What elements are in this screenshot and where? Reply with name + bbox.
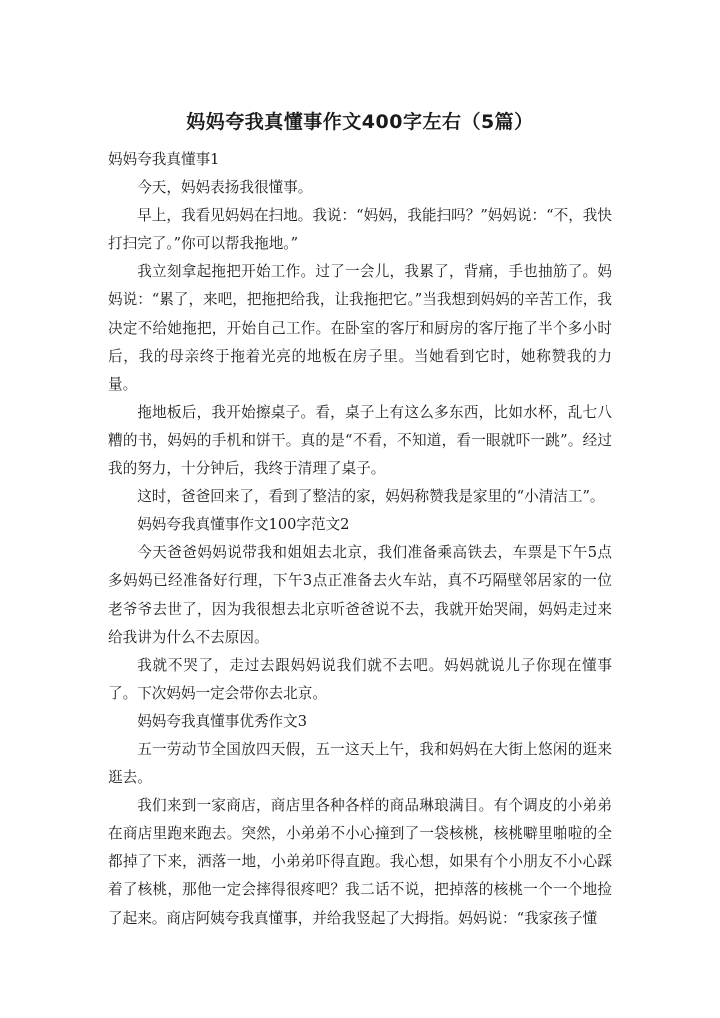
- paragraph: 五一劳动节全国放四天假，五一这天上午，我和妈妈在大街上悠闲的逛来逛去。: [108, 740, 612, 787]
- paragraph: 早上，我看见妈妈在扫地。我说：“妈妈，我能扫吗？”妈妈说：“不，我快打扫完了。”你可以帮我拖地。”: [108, 207, 612, 253]
- paragraph: 今天，妈妈表扬我很懂事。: [137, 179, 313, 197]
- paragraph: 我就不哭了，走过去跟妈妈说我们就不去吧。妈妈就说儿子你现在懂事了。下次妈妈一定会带你去北京。: [108, 656, 612, 702]
- section-heading: 妈妈夸我真懂事1: [108, 151, 220, 168]
- page-title: 妈妈夸我真懂事作文400字左右（5篇）: [186, 111, 534, 133]
- paragraph: 拖地板后，我开始擦桌子。看，桌子上有这么多东西，比如水杯，乱七八糟的书，妈妈的手机和饼干。真的是“不看，不知道，看一眼就吓一跳”。经过我的努力，十分钟后，我终于清理了桌子。: [108, 403, 612, 478]
- paragraph: 我们来到一家商店，商店里各种各样的商品琳琅满目。有个调皮的小弟弟在商店里跑来跑去。突然，小弟弟不小心撞到了一袋核桃，核桃噼里啪啦的全都掉了下来，洒落一地，小弟弟吓得直跑。我心想，如果有个小朋友不小心踩着了核桃，那他一定会摔得很疼吧？我二话不说，把掉落的核桃一个一个地捡了起来。商店阿姨夸我真懂事，并给我竖起了大拇指。妈妈说：“我家孩子懂: [108, 797, 612, 927]
- paragraph: 这时，爸爸回来了，看到了整洁的家，妈妈称赞我是家里的“小清洁工”。: [137, 488, 605, 506]
- section-heading: 妈妈夸我真懂事优秀作文3: [137, 712, 308, 730]
- article-body: [108, 146, 612, 933]
- paragraph: 今天爸爸妈妈说带我和姐姐去北京，我们准备乘高铁去，车票是下午5点多妈妈已经准备好行理，下午3点正准备去火车站，真不巧隔壁邻居家的一位老爷爷去世了，因为我很想去北京听爸爸说不去，我就开始哭闹，妈妈走过来给我讲为什么不去原因。: [108, 544, 612, 646]
- section-heading: 妈妈夸我真懂事作文100字范文2: [137, 516, 350, 534]
- paragraph: 我立刻拿起拖把开始工作。过了一会儿，我累了，背痛，手也抽筋了。妈妈说：“累了，来吧，把拖把给我，让我拖把它。”当我想到妈妈的辛苦工作，我决定不给她拖把，开始自己工作。在卧室的客厅和厨房的客厅拖了半个多小时后，我的母亲终于拖着光亮的地板在房子里。当她看到它时，她称赞我的力量。: [108, 263, 612, 393]
